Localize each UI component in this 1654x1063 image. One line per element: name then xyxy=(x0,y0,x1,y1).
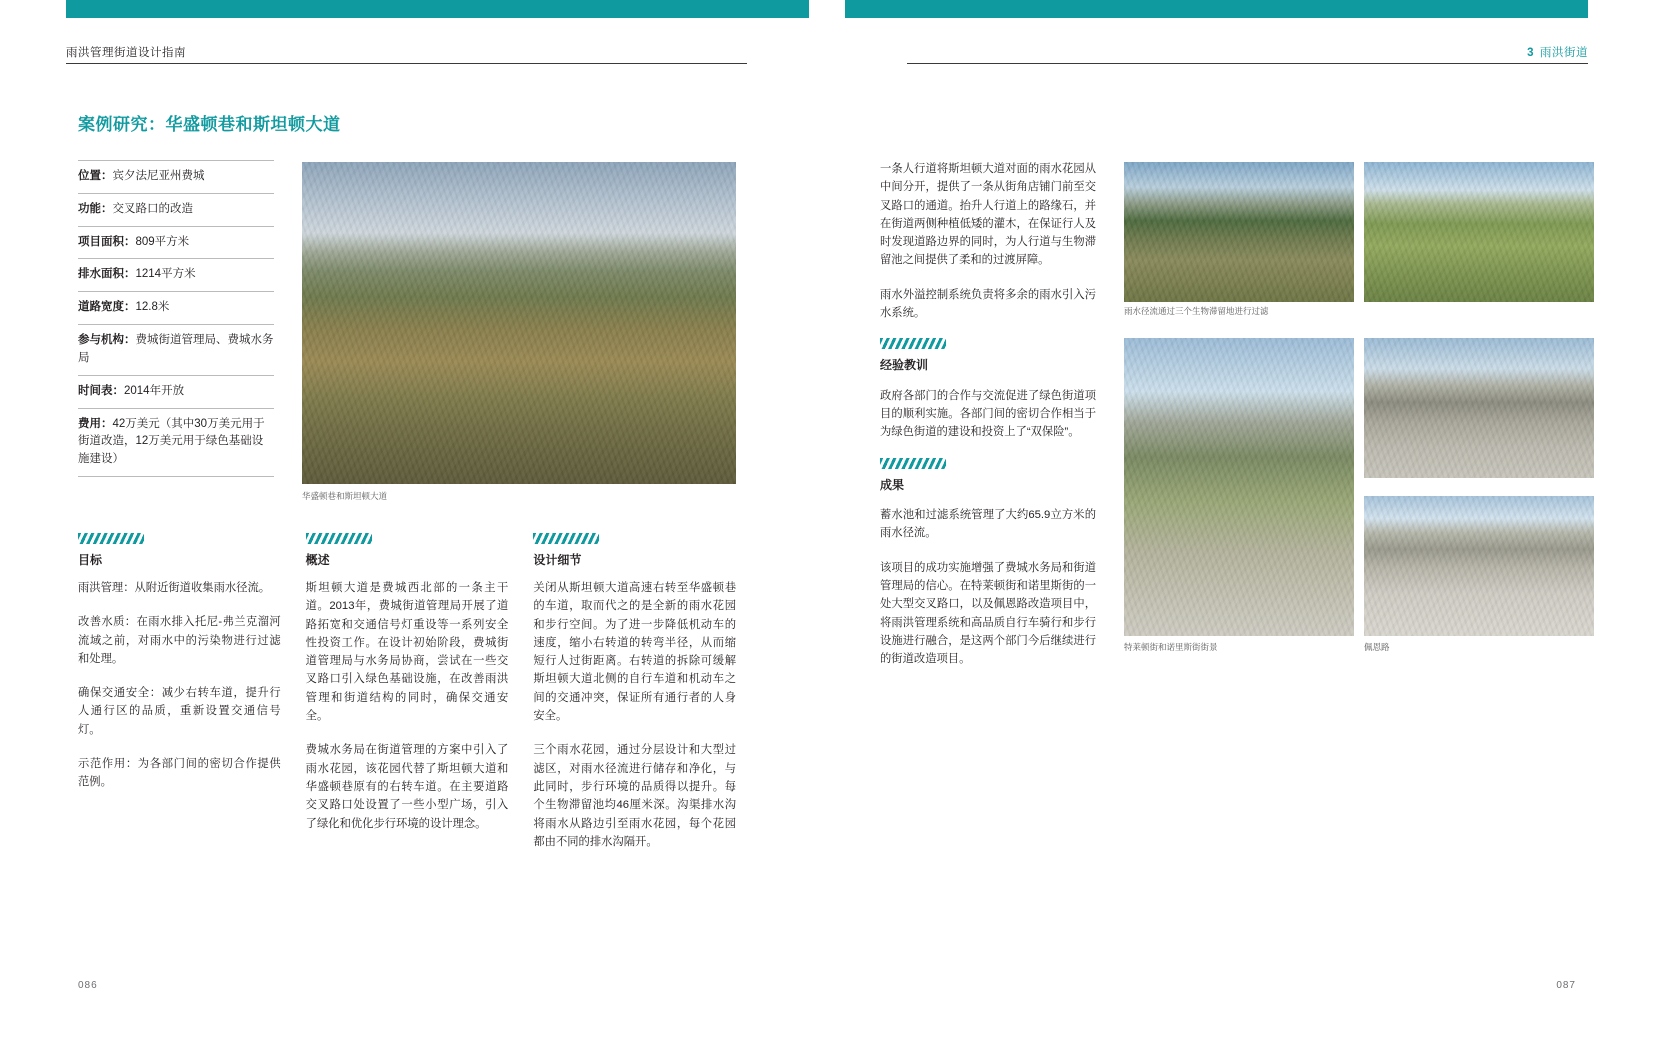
photo-texture xyxy=(1364,162,1594,302)
section-lessons-learned xyxy=(880,338,1096,441)
column-paragraph: 改善水质：在雨水排入托尼-弗兰克溜河流域之前，对雨水中的污染物进行过滤和处理。 xyxy=(78,616,281,665)
right-paragraph: 雨水外溢控制系统负责将多余的雨水引入污水系统。 xyxy=(880,288,1096,320)
photo-image xyxy=(1364,496,1594,636)
top-teal-bar-right xyxy=(845,0,1588,18)
fact-row xyxy=(78,325,274,376)
fact-label: 时间表： xyxy=(78,384,124,397)
photo-penn-road xyxy=(1364,496,1594,636)
fact-value: 1214平方米 xyxy=(135,268,196,281)
left-header-title: 雨洪管理街道设计指南 xyxy=(66,47,186,59)
caption-street: 特莱顿街和诺里斯街街景 xyxy=(1124,642,1218,652)
fact-row xyxy=(78,292,274,325)
hero-photo-intersection xyxy=(302,162,736,484)
section-heading: 经验教训 xyxy=(880,358,929,373)
section-paragraph: 蓄水池和过滤系统管理了大约65.9立方米的雨水径流。 xyxy=(880,509,1096,540)
photo-bioretention-right xyxy=(1364,162,1594,302)
photo-image xyxy=(1364,338,1594,478)
photo-image xyxy=(1124,162,1354,302)
fact-row xyxy=(78,259,274,292)
left-columns xyxy=(78,533,736,867)
right-text-column xyxy=(880,160,1096,685)
hero-photo-image xyxy=(302,162,736,484)
chapter-title: 雨洪街道 xyxy=(1540,47,1588,59)
fact-row xyxy=(78,376,274,409)
column-paragraph: 三个雨水花园，通过分层设计和大型过滤区，对雨水径流进行储存和净化，与此同时，步行环境的品质得以提升。每个生物滞留池均46厘米深。沟渠排水沟将雨水从路边引至雨水花园，每个花园都由不同的排水沟隔开。 xyxy=(533,744,737,848)
fact-label: 功能： xyxy=(78,202,113,215)
column-paragraph: 斯坦顿大道是费城西北部的一条主干道。2013年，费城街道管理局开展了道路拓宽和交通信号灯重设等一系列安全性投资工作。在设计初始阶段，费城街道管理局与水务局协商，尝试在一些交叉路口引入绿色基础设施，在改善雨洪管理和街道结构的同时，确保交通安全。 xyxy=(305,582,509,723)
header-rule-right xyxy=(907,63,1588,64)
fact-label: 位置： xyxy=(78,170,113,182)
fact-row xyxy=(78,160,274,194)
left-page-header xyxy=(66,42,747,64)
fact-value: 交叉路口的改造 xyxy=(112,202,193,215)
column-design-details xyxy=(533,533,736,867)
top-teal-bar-left xyxy=(66,0,809,18)
fact-row xyxy=(78,194,274,227)
fact-value: 宾夕法尼亚州费城 xyxy=(112,170,205,182)
caption-penn: 佩恩路 xyxy=(1364,642,1390,652)
right-header-title xyxy=(1527,44,1588,60)
header-rule-left xyxy=(66,63,747,64)
column-heading: 设计细节 xyxy=(533,553,582,567)
caption-filter: 雨水径流通过三个生物滞留地进行过滤 xyxy=(1124,306,1269,316)
column-goals xyxy=(78,533,281,867)
photo-texture xyxy=(1364,338,1594,478)
fact-label: 项目面积： xyxy=(78,235,136,248)
left-page-number: 086 xyxy=(78,980,98,991)
project-facts-list xyxy=(78,160,274,477)
column-heading: 概述 xyxy=(305,553,330,567)
fact-row xyxy=(78,227,274,260)
chapter-number: 3 xyxy=(1527,47,1534,59)
photo-texture xyxy=(1124,338,1354,636)
fact-value: 费城街道管理局、费城水务局 xyxy=(78,334,274,364)
section-heading: 成果 xyxy=(880,477,905,492)
column-paragraph: 费城水务局在街道管理的方案中引入了雨水花园，该花园代替了斯坦顿大道和华盛顿巷原有的右转车道。在主要道路交叉路口处设置了一些小型广场，引入了绿化和优化步行环境的设计理念。 xyxy=(305,744,509,830)
fact-label: 排水面积： xyxy=(78,268,136,281)
fact-label: 费用： xyxy=(78,417,113,430)
photo-texture xyxy=(302,162,736,484)
fact-row xyxy=(78,409,274,477)
section-hatch-rule xyxy=(880,338,946,349)
column-paragraph: 示范作用：为各部门间的密切合作提供范例。 xyxy=(78,758,281,789)
column-paragraph: 关闭从斯坦顿大道高速右转至华盛顿巷的车道，取而代之的是全新的雨水花园和步行空间。为了进一步降低机动车的速度，缩小右转道的转弯半径，从而缩短行人过街距离。右转道的拆除可缓解斯坦顿大道北侧的自行车道和机动车之间的交通冲突，保证所有通行者的人身安全。 xyxy=(533,582,737,723)
right-paragraph: 一条人行道将斯坦顿大道对面的雨水花园从中间分开，提供了一条从街角店铺门前至交叉路口的通道。抬升人行道上的路缘石，并在街道两侧种植低矮的灌木，在保证行人及时发现道路边界的同时，为人行道与生物滞留池之间提供了柔和的过渡屏障。 xyxy=(880,163,1096,267)
photo-street-view xyxy=(1124,338,1354,636)
column-heading: 目标 xyxy=(78,553,103,567)
fact-value: 12.8米 xyxy=(135,301,170,314)
column-paragraph: 雨洪管理：从附近街道收集雨水径流。 xyxy=(78,582,271,594)
right-page-header xyxy=(907,42,1588,64)
section-results xyxy=(880,458,1096,669)
section-hatch-rule xyxy=(78,533,144,544)
section-hatch-rule xyxy=(306,533,372,544)
column-paragraph: 确保交通安全：减少右转车道，提升行人通行区的品质，重新设置交通信号灯。 xyxy=(78,687,281,736)
photo-intersection-corner xyxy=(1364,338,1594,478)
column-overview xyxy=(306,533,509,867)
fact-value: 42万美元（其中30万美元用于街道改造，12万美元用于绿色基础设施建设） xyxy=(78,417,265,466)
photo-image xyxy=(1364,162,1594,302)
hero-photo-caption: 华盛顿巷和斯坦顿大道 xyxy=(302,491,388,501)
section-hatch-rule xyxy=(533,533,599,544)
section-paragraph: 政府各部门的合作与交流促进了绿色街道项目的顺利实施。各部门间的密切合作相当于为绿色街道的建设和投资上了“双保险”。 xyxy=(880,389,1096,439)
section-hatch-rule xyxy=(880,458,946,469)
fact-label: 道路宽度： xyxy=(78,301,136,314)
photo-image xyxy=(1124,338,1354,636)
case-study-title: 案例研究：华盛顿巷和斯坦顿大道 xyxy=(78,115,341,134)
fact-value: 2014年开放 xyxy=(124,384,185,397)
section-paragraph: 该项目的成功实施增强了费城水务局和街道管理局的信心。在特莱顿街和诺里斯街的一处大型交叉路口，以及佩恩路改造项目中，将雨洪管理系统和高品质自行车骑行和步行设施进行融合，是这两个部门今后继续进行的街道改造项目。 xyxy=(880,561,1096,666)
fact-label: 参与机构： xyxy=(78,334,136,347)
photo-texture xyxy=(1364,496,1594,636)
photo-bioretention-left xyxy=(1124,162,1354,302)
fact-value: 809平方米 xyxy=(135,235,190,248)
photo-texture xyxy=(1124,162,1354,302)
right-page-number: 087 xyxy=(1556,980,1576,991)
